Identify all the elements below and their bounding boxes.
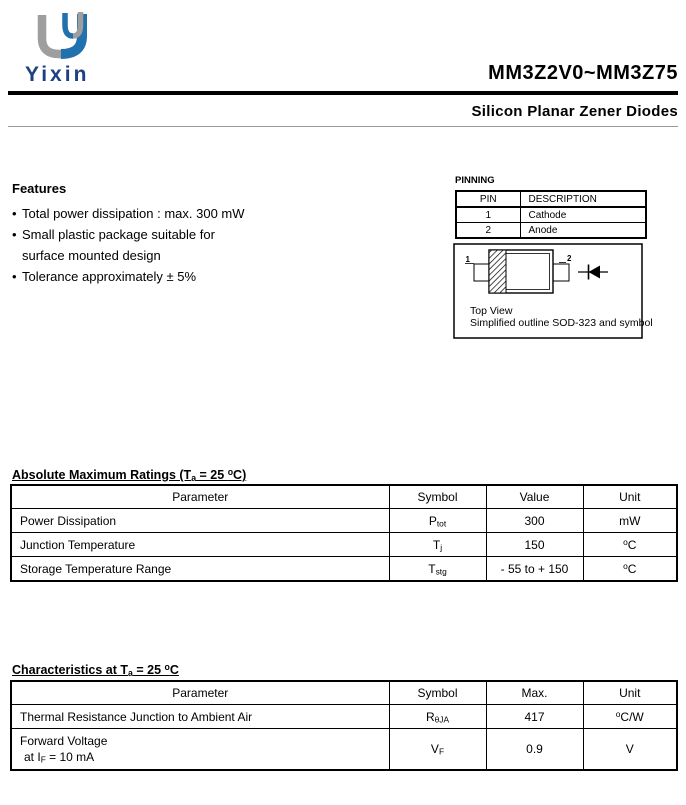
symbol-cell: $T_{stg}$ [389,557,486,582]
feature-item [12,203,245,224]
symbol-cell: $R_{\theta JA}$ [389,705,486,729]
feature-item-continuation [12,245,245,266]
column-header-parameter: Parameter [11,485,389,509]
parameter-cell: Thermal Resistance Junction to Ambient Air [11,705,389,729]
figure-caption-outline: Simplified outline SOD-323 and symbol [470,317,653,329]
parameter-cell: Junction Temperature [11,533,389,557]
amr-header-row [11,485,677,509]
pin-description-cell: Cathode [520,207,646,223]
characteristics-header-row [11,681,677,705]
pin2-label: 2 [567,254,572,263]
feature-item [12,224,245,245]
bullet-glyph: • [12,269,17,284]
value-cell: 417 [486,705,583,729]
table-row [456,207,646,223]
unit-cell: $^o$C [583,533,677,557]
parameter-line-2: at $I_F = 10$ mA [24,750,95,765]
symbol-cell: $T_j$ [389,533,486,557]
cathode-band-hatch [489,250,506,293]
feature-item [12,266,245,287]
subtitle-rule [8,126,678,127]
parameter-cell: Power Dissipation [11,509,389,533]
yixin-logo-icon [37,12,87,62]
unit-cell: $^o$C [583,557,677,582]
pin-number-cell: 1 [456,207,520,223]
parameter-cell [11,729,389,771]
unit-cell: V [583,729,677,771]
brand-name: Yixin [25,63,90,86]
value-cell: 150 [486,533,583,557]
description-column-header: DESCRIPTION [520,191,646,207]
table-row [11,533,677,557]
characteristics-table [10,680,678,771]
column-header-unit: Unit [583,485,677,509]
feature-text: Tolerance approximately ± 5% [22,269,197,284]
column-header-symbol: Symbol [389,681,486,705]
pin2-lead [553,264,569,281]
pinning-table [455,190,647,239]
bullet-glyph: • [12,227,17,242]
diode-symbol-icon [578,265,608,280]
column-header-max: Max. [486,681,583,705]
unit-cell: mW [583,509,677,533]
figure-caption-top-view: Top View [470,305,513,317]
package-outline-figure [453,243,653,339]
parameter-line-1: Forward Voltage [20,734,108,748]
pinning-header-row [456,191,646,207]
symbol-cell: $P_{tot}$ [389,509,486,533]
table-row [11,705,677,729]
parameter-cell: Storage Temperature Range [11,557,389,582]
characteristics-section-heading: Characteristics at $T_a = 25$ $^o$C [12,662,179,678]
pin-number-cell: 2 [456,223,520,239]
feature-text: surface mounted design [22,248,161,263]
value-cell: 0.9 [486,729,583,771]
pinning-heading: PINNING [455,175,495,186]
feature-text: Total power dissipation : max. 300 mW [22,206,245,221]
column-header-value: Value [486,485,583,509]
bullet-glyph: • [12,206,17,221]
value-cell: 300 [486,509,583,533]
table-row [11,729,677,771]
table-row [11,557,677,582]
table-row [456,223,646,239]
amr-table [10,484,678,582]
value-cell: - 55 to + 150 [486,557,583,582]
column-header-parameter: Parameter [11,681,389,705]
features-section [12,181,245,287]
amr-section-heading: Absolute Maximum Ratings ($T_a = 25$ $^o$C) [12,467,247,483]
table-row [11,509,677,533]
column-header-unit: Unit [583,681,677,705]
pin1-lead [474,264,489,281]
document-subtitle: Silicon Planar Zener Diodes [471,103,678,120]
pin-description-cell: Anode [520,223,646,239]
header-rule [8,91,678,95]
pin-column-header: PIN [456,191,520,207]
unit-cell: $^o$C/W [583,705,677,729]
pin1-label: 1 [465,255,470,264]
features-heading: Features [12,181,67,196]
column-header-symbol: Symbol [389,485,486,509]
feature-text: Small plastic package suitable for [22,227,215,242]
symbol-cell: $V_F$ [389,729,486,771]
part-number-title: MM3Z2V0~MM3Z75 [488,62,678,84]
